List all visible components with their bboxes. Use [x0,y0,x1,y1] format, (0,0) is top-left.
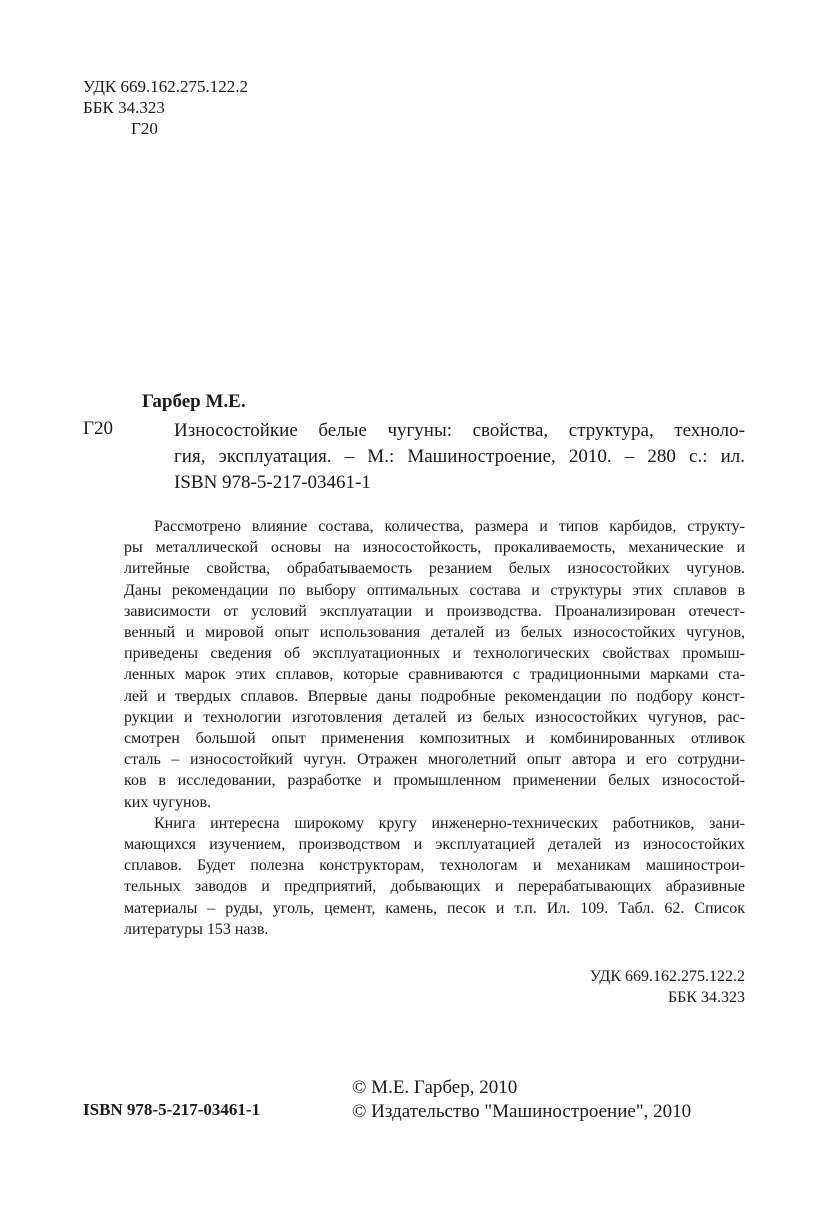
abstract-line: литейные свойства, обрабатываемость резанием белых износостойких чугунов. [124,560,745,578]
abstract-line: Книга интересна широкому кругу инженерно-технических работников, зани- [154,814,745,832]
title-line-1: Износостойкие белые чугуны: свойства, структура, техноло- [174,420,745,441]
abstract-paragraph-1 [124,516,745,813]
abstract-line: смотрен большой опыт применения композитных и комбинированных отливок [124,730,745,748]
abstract-line: венный и мировой опыт использования деталей из белых износостойких чугунов, [124,624,745,642]
abstract-line: приведены сведения об эксплуатационных и технологических свойствах промыш- [124,645,745,663]
bbk-code-bottom: ББК 34.323 [667,989,745,1006]
isbn-line: ISBN 978-5-217-03461-1 [174,472,371,493]
abstract-line: литературы 153 назв. [124,920,269,938]
abstract-line: материалы – руды, уголь, цемент, камень, песок и т.п. Ил. 109. Табл. 62. Список [124,899,745,917]
bib-author-mark: Г20 [83,418,113,439]
isbn-bottom: ISBN 978-5-217-03461-1 [83,1100,261,1119]
abstract-line: мающихся изучением, производством и эксплуатацией деталей из износостойких [124,836,745,854]
author-heading: Гарбер М.Е. [142,391,246,412]
bbk-code: ББК 34.323 [83,98,165,117]
copyright-block [352,1076,691,1124]
abstract-line: сталь – износостойкий чугун. Отражен многолетний опыт автора и его сотрудни- [124,751,745,769]
abstract-line: сплавов. Будет полезна конструкторам, технологам и механикам машинострои- [124,857,745,875]
abstract [124,516,745,940]
abstract-line: лей и твердых сплавов. Впервые даны подробные рекомендации по подбору конст- [124,687,745,705]
abstract-line: тельных заводов и предприятий, добывающих и перерабатывающих абразивные [124,878,745,896]
abstract-line: зависимости от условий эксплуатации и производства. Проанализирован отечест- [124,602,745,620]
title-line-2: гия, эксплуатация. – М.: Машиностроение, 2010. – 280 с.: ил. [174,446,745,467]
copyright-author: © М.Е. Гарбер, 2010 [352,1077,518,1098]
udk-code: УДК 669.162.275.122.2 [83,77,249,96]
udk-code-bottom: УДК 669.162.275.122.2 [589,968,745,985]
abstract-line: Рассмотрено влияние состава, количества, размера и типов карбидов, структу- [154,518,745,535]
abstract-line: ких чугунов. [124,793,212,811]
abstract-line: рукции и технологии изготовления деталей из белых износостойких чугунов, рас- [124,708,745,726]
abstract-line: ков в исследовании, разработке и промышленном применении белых износостой- [124,772,745,790]
bibliographic-description [83,418,745,496]
abstract-line: Даны рекомендации по выбору оптимальных состава и структуры этих сплавов в [124,581,745,599]
abstract-line: ленных марок этих сплавов, которые сравниваются с традиционными марками ста- [124,666,745,684]
author-mark: Г20 [131,119,158,138]
classification-codes-top [83,76,248,139]
copyright-publisher: © Издательство "Машиностроение", 2010 [352,1101,692,1122]
abstract-paragraph-2 [124,813,745,940]
abstract-line: ры металлической основы на износостойкость, прокаливаемость, механические и [124,539,745,557]
classification-codes-bottom [590,966,745,1008]
